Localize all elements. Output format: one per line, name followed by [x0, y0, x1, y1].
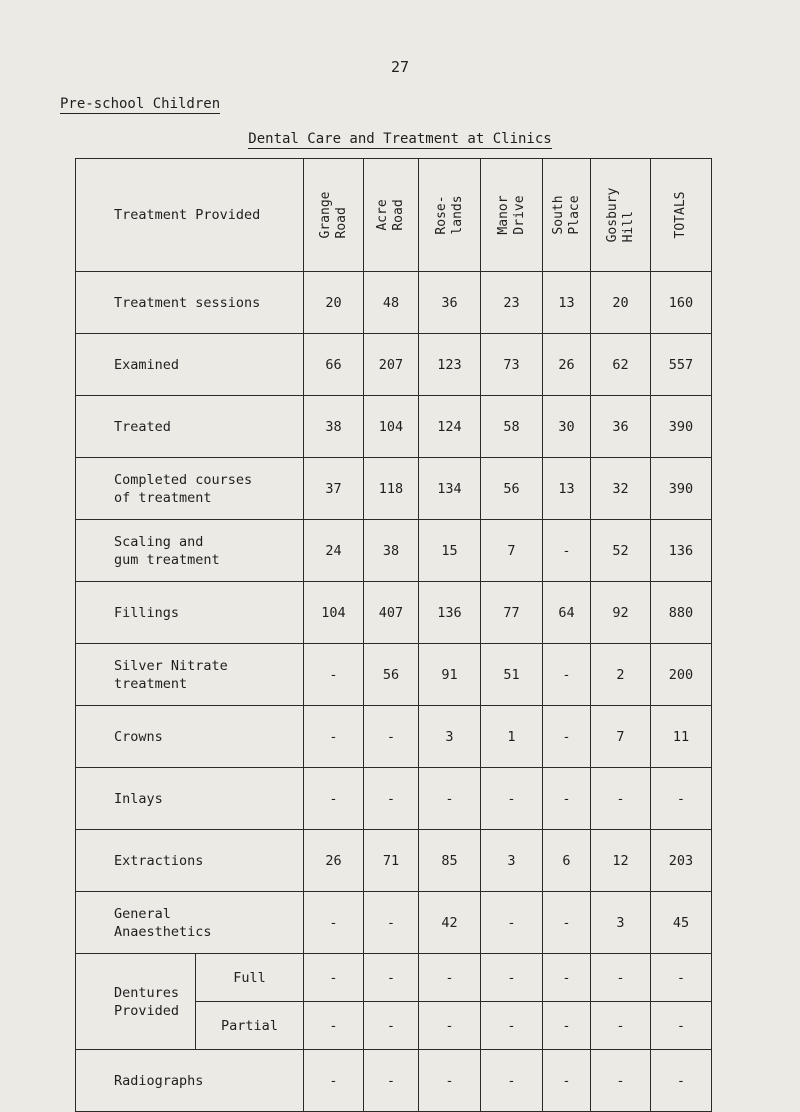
table-row: [76, 582, 712, 644]
table-cell: -: [304, 1050, 364, 1112]
table-cell: -: [651, 768, 712, 830]
column-header: [419, 159, 481, 272]
column-header-label: South Place: [550, 195, 582, 235]
column-header: [304, 159, 364, 272]
table-cell: -: [543, 768, 591, 830]
table-cell: 880: [651, 582, 712, 644]
table-cell: 134: [419, 458, 481, 520]
table-cell: -: [543, 1050, 591, 1112]
table-cell: 24: [304, 520, 364, 582]
table-row: [76, 892, 712, 954]
table-cell: -: [481, 1050, 543, 1112]
table-cell: 91: [419, 644, 481, 706]
table-cell: 56: [481, 458, 543, 520]
table-cell: -: [364, 892, 419, 954]
table-cell: 32: [591, 458, 651, 520]
table-cell: -: [481, 1002, 543, 1050]
table-cell: 557: [651, 334, 712, 396]
table-cell: 71: [364, 830, 419, 892]
table-cell: 66: [304, 334, 364, 396]
table-cell: 136: [419, 582, 481, 644]
table-cell: 3: [481, 830, 543, 892]
table-row: [76, 830, 712, 892]
table-cell: 64: [543, 582, 591, 644]
table-cell: -: [591, 1050, 651, 1112]
table-cell: 38: [304, 396, 364, 458]
table-cell: -: [591, 768, 651, 830]
table-cell: -: [543, 520, 591, 582]
table-cell: 124: [419, 396, 481, 458]
table-cell: 36: [419, 272, 481, 334]
table-cell: 26: [543, 334, 591, 396]
row-label-dentures: Dentures Provided: [76, 954, 196, 1050]
column-header-label: TOTALS: [673, 191, 688, 239]
table-row: [76, 644, 712, 706]
table-cell: -: [651, 1002, 712, 1050]
column-header-treatment: Treatment Provided: [76, 159, 304, 272]
table-cell: 1: [481, 706, 543, 768]
sub-row-label-partial: Partial: [196, 1002, 304, 1050]
row-label: General Anaesthetics: [76, 892, 304, 954]
dental-treatment-table: [75, 158, 712, 1112]
table-cell: -: [481, 892, 543, 954]
table-cell: 118: [364, 458, 419, 520]
table-cell: 26: [304, 830, 364, 892]
table-cell: 13: [543, 458, 591, 520]
table-cell: -: [651, 1050, 712, 1112]
table-cell: 77: [481, 582, 543, 644]
table-row: [76, 706, 712, 768]
table-cell: -: [651, 954, 712, 1002]
row-label: Inlays: [76, 768, 304, 830]
table-cell: -: [364, 1050, 419, 1112]
table-cell: 73: [481, 334, 543, 396]
row-label: Examined: [76, 334, 304, 396]
table-cell: 11: [651, 706, 712, 768]
row-label: Extractions: [76, 830, 304, 892]
table-cell: 37: [304, 458, 364, 520]
table-cell: -: [543, 644, 591, 706]
table-cell: -: [419, 1002, 481, 1050]
column-header-label: Manor Drive: [495, 195, 527, 235]
column-header-label: Acre Road: [375, 199, 406, 231]
table-cell: 104: [364, 396, 419, 458]
table-cell: 36: [591, 396, 651, 458]
table-cell: 45: [651, 892, 712, 954]
row-label: Radiographs: [76, 1050, 304, 1112]
table-title: Dental Care and Treatment at Clinics: [248, 131, 552, 147]
table-cell: 203: [651, 830, 712, 892]
table-title-wrap: [0, 131, 800, 147]
table-cell: -: [591, 954, 651, 1002]
table-cell: -: [543, 892, 591, 954]
table-row: [76, 334, 712, 396]
table-row: [76, 520, 712, 582]
table-cell: 51: [481, 644, 543, 706]
table-cell: 136: [651, 520, 712, 582]
table-cell: 104: [304, 582, 364, 644]
table-cell: -: [591, 1002, 651, 1050]
table-cell: 390: [651, 396, 712, 458]
table-cell: -: [304, 768, 364, 830]
table-cell: -: [304, 706, 364, 768]
table-cell: 7: [591, 706, 651, 768]
row-label: Fillings: [76, 582, 304, 644]
table-cell: -: [304, 954, 364, 1002]
table-cell: 58: [481, 396, 543, 458]
table-cell: 38: [364, 520, 419, 582]
table-cell: -: [364, 768, 419, 830]
table-cell: -: [364, 706, 419, 768]
table-cell: 42: [419, 892, 481, 954]
table-row: [76, 458, 712, 520]
table-row: [76, 768, 712, 830]
column-header: [651, 159, 712, 272]
table-cell: 7: [481, 520, 543, 582]
table-cell: 200: [651, 644, 712, 706]
row-label: Crowns: [76, 706, 304, 768]
row-label: Treated: [76, 396, 304, 458]
table-cell: 407: [364, 582, 419, 644]
table-cell: -: [304, 1002, 364, 1050]
row-label: Completed courses of treatment: [76, 458, 304, 520]
table-cell: 56: [364, 644, 419, 706]
column-header: [591, 159, 651, 272]
table-cell: 3: [591, 892, 651, 954]
table-cell: -: [481, 954, 543, 1002]
header-row: [76, 159, 712, 272]
row-label: Scaling and gum treatment: [76, 520, 304, 582]
table-cell: 15: [419, 520, 481, 582]
column-header-label: Rose- lands: [433, 195, 465, 235]
table-cell: 30: [543, 396, 591, 458]
table-cell: -: [419, 954, 481, 1002]
page-number: 27: [390, 58, 410, 76]
sub-row-label-full: Full: [196, 954, 304, 1002]
table-cell: -: [419, 768, 481, 830]
table-cell: -: [419, 1050, 481, 1112]
column-header: [364, 159, 419, 272]
table-cell: 23: [481, 272, 543, 334]
table-cell: 48: [364, 272, 419, 334]
column-header: [481, 159, 543, 272]
column-header-label: Grange Road: [317, 191, 349, 239]
row-label: Treatment sessions: [76, 272, 304, 334]
row-label: Silver Nitrate treatment: [76, 644, 304, 706]
table-cell: 160: [651, 272, 712, 334]
table-cell: -: [543, 706, 591, 768]
table-row: [76, 272, 712, 334]
table-cell: 52: [591, 520, 651, 582]
table-cell: -: [304, 892, 364, 954]
column-header: [543, 159, 591, 272]
table-cell: 2: [591, 644, 651, 706]
table-row-dentures-full: [76, 954, 712, 1002]
table-cell: 92: [591, 582, 651, 644]
table-cell: -: [304, 644, 364, 706]
table-cell: -: [364, 954, 419, 1002]
table-cell: 20: [304, 272, 364, 334]
table-cell: 85: [419, 830, 481, 892]
table-cell: 207: [364, 334, 419, 396]
table-cell: 6: [543, 830, 591, 892]
table-cell: 390: [651, 458, 712, 520]
table-row-radiographs: [76, 1050, 712, 1112]
table-cell: -: [543, 1002, 591, 1050]
column-header-label: Gosbury Hill: [604, 187, 636, 243]
table-cell: -: [481, 768, 543, 830]
table-cell: 13: [543, 272, 591, 334]
table-row: [76, 396, 712, 458]
table-cell: -: [364, 1002, 419, 1050]
table-cell: 3: [419, 706, 481, 768]
table-cell: -: [543, 954, 591, 1002]
section-title: Pre-school Children: [60, 96, 221, 112]
table-cell: 123: [419, 334, 481, 396]
table-cell: 62: [591, 334, 651, 396]
table-cell: 20: [591, 272, 651, 334]
table-cell: 12: [591, 830, 651, 892]
